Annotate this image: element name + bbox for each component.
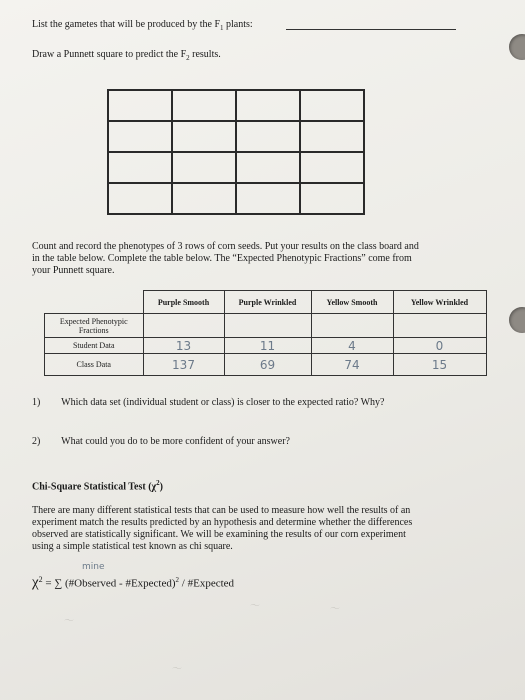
row-label: Class Data xyxy=(45,354,144,376)
gametes-answer-line[interactable] xyxy=(286,29,456,30)
row-label: Expected Phenotypic Fractions xyxy=(45,314,144,338)
punnett-cell[interactable] xyxy=(108,90,172,121)
punnett-cell[interactable] xyxy=(300,183,364,214)
punnett-cell[interactable] xyxy=(236,183,300,214)
table-cell[interactable]: 13 xyxy=(143,338,224,354)
instructions-line: Count and record the phenotypes of 3 rows of corn seeds. Put your results on the class board and xyxy=(32,241,419,252)
punnett-cell[interactable] xyxy=(172,90,236,121)
description-line: observed are statistically significant. We will be examining the results of our corn experiment xyxy=(32,529,406,540)
row-label: Student Data xyxy=(45,338,144,354)
bleed-through-mark: 〜 xyxy=(330,604,340,615)
instructions-line: in the table below. Complete the table below. The “Expected Phenotypic Fractions” come from xyxy=(32,253,412,264)
table-cell[interactable]: 69 xyxy=(224,354,311,376)
column-header: Yellow Wrinkled xyxy=(393,291,486,314)
column-header: Purple Wrinkled xyxy=(224,291,311,314)
punnett-cell[interactable] xyxy=(300,121,364,152)
punnett-cell[interactable] xyxy=(108,121,172,152)
phenotype-data-table xyxy=(44,290,487,376)
table-cell[interactable]: 74 xyxy=(311,354,393,376)
table-cell[interactable]: 15 xyxy=(393,354,486,376)
column-header: Purple Smooth xyxy=(143,291,224,314)
handwritten-note: mine xyxy=(82,562,105,572)
punnett-cell[interactable] xyxy=(172,152,236,183)
binder-hole-middle xyxy=(509,307,525,333)
chi-square-title: Chi-Square Statistical Test $(\chi^2)$ xyxy=(32,479,164,493)
table-cell[interactable] xyxy=(224,314,311,338)
bleed-through-mark: 〜 xyxy=(64,616,74,627)
question-number: 2) xyxy=(32,436,41,447)
punnett-cell[interactable] xyxy=(300,152,364,183)
question-number: 1) xyxy=(32,397,41,408)
punnett-cell[interactable] xyxy=(236,152,300,183)
punnett-cell[interactable] xyxy=(108,183,172,214)
punnett-cell[interactable] xyxy=(300,90,364,121)
chi-square-formula: $\chi^2$ = ∑ (#Observed - #Expected)$^2$ / #Expected xyxy=(32,574,235,591)
table-corner xyxy=(45,291,144,314)
punnett-cell[interactable] xyxy=(236,121,300,152)
punnett-cell[interactable] xyxy=(172,183,236,214)
description-line: using a simple statistical test known as chi square. xyxy=(32,541,233,552)
instructions xyxy=(32,241,419,277)
table-cell[interactable]: 0 xyxy=(393,338,486,354)
punnett-cell[interactable] xyxy=(108,152,172,183)
question-text: Which data set (individual student or class) is closer to the expected ratio? Why? xyxy=(61,397,385,408)
gametes-prompt: List the gametes that will be produced by the $F_1$ plants: xyxy=(32,19,253,32)
binder-hole-top xyxy=(509,34,525,60)
table-cell[interactable] xyxy=(143,314,224,338)
description-line: There are many different statistical tests that can be used to measure how well the results of an xyxy=(32,505,411,516)
question-1 xyxy=(32,397,385,409)
instructions-line: your Punnett square. xyxy=(32,265,115,276)
chi-square-description xyxy=(32,505,412,553)
punnett-square[interactable] xyxy=(107,89,365,215)
bleed-through-mark: 〜 xyxy=(250,601,260,612)
table-row xyxy=(45,354,487,376)
table-cell[interactable] xyxy=(311,314,393,338)
description-line: experiment match the results predicted by an hypothesis and determine whether the differences xyxy=(32,517,413,528)
question-2 xyxy=(32,436,290,448)
table-row xyxy=(45,338,487,354)
question-text: What could you do to be more confident of your answer? xyxy=(61,436,290,447)
bleed-through-mark: 〜 xyxy=(172,664,182,675)
punnett-cell[interactable] xyxy=(172,121,236,152)
table-cell[interactable]: 4 xyxy=(311,338,393,354)
table-cell[interactable]: 11 xyxy=(224,338,311,354)
punnett-cell[interactable] xyxy=(236,90,300,121)
table-row xyxy=(45,314,487,338)
column-header: Yellow Smooth xyxy=(311,291,393,314)
table-cell[interactable]: 137 xyxy=(143,354,224,376)
table-cell[interactable] xyxy=(393,314,486,338)
punnett-prompt: Draw a Punnett square to predict the $F_2$ results. xyxy=(32,49,221,62)
